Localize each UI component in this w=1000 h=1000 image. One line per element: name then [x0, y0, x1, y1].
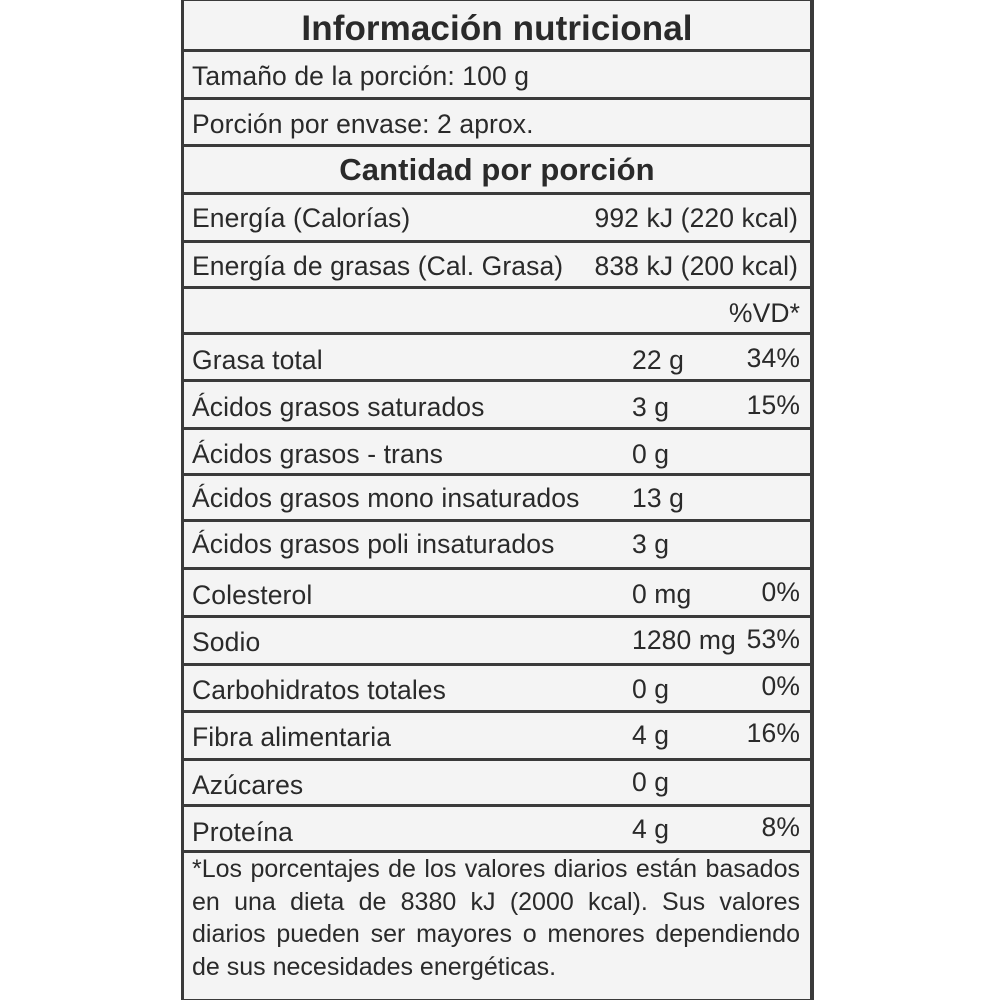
nutrient-row-dietary-fiber	[184, 713, 810, 761]
nutrient-amount: 0 mg	[632, 579, 692, 609]
nutrient-amount: 3 g	[632, 392, 670, 422]
nutrient-row-total-fat	[184, 335, 810, 382]
amount-per-serving-row	[184, 147, 810, 195]
nutrient-name: Colesterol	[192, 580, 313, 610]
nutrient-name: Ácidos grasos - trans	[192, 439, 444, 469]
serving-size: Tamaño de la porción: 100 g	[192, 61, 530, 91]
nutrient-amount: 22 g	[632, 345, 684, 375]
nutrient-dv: 15%	[746, 390, 800, 420]
fat-energy-value: 838 kJ (200 kcal)	[594, 251, 798, 281]
nutrient-name: Grasa total	[192, 345, 323, 375]
label-title: Información nutricional	[301, 9, 693, 48]
nutrient-row-sodium	[184, 618, 810, 666]
nutrient-amount: 0 g	[632, 767, 670, 797]
nutrient-name: Proteína	[192, 817, 293, 847]
nutrient-dv: 0%	[761, 577, 800, 607]
fat-energy-row	[184, 243, 810, 289]
nutrient-amount: 0 g	[632, 674, 670, 704]
serving-size-row	[184, 52, 810, 100]
nutrient-name: Ácidos grasos mono insaturados	[192, 483, 580, 513]
nutrient-row-total-carbohydrates	[184, 666, 810, 713]
amount-per-serving-heading: Cantidad por porción	[339, 152, 655, 187]
servings-per-container-row	[184, 100, 810, 147]
nutrient-name: Azúcares	[192, 770, 304, 800]
fat-energy-label: Energía de grasas (Cal. Grasa)	[192, 251, 564, 281]
energy-label: Energía (Calorías)	[192, 203, 411, 233]
nutrient-row-sugars	[184, 761, 810, 807]
nutrient-row-trans-fat	[184, 430, 810, 476]
dv-header: %VD*	[728, 298, 800, 328]
dv-header-row	[184, 289, 810, 335]
energy-value: 992 kJ (220 kcal)	[594, 203, 798, 233]
nutrient-amount: 3 g	[632, 529, 670, 559]
nutrient-amount: 0 g	[632, 439, 670, 469]
nutrient-row-saturated-fat	[184, 382, 810, 430]
nutrient-amount: 4 g	[632, 814, 670, 844]
nutrient-row-cholesterol	[184, 570, 810, 618]
nutrient-amount: 1280 mg	[632, 625, 736, 655]
nutrient-dv: 0%	[761, 671, 800, 701]
daily-value-footnote: *Los porcentajes de los valores diarios están basados en una dieta de 8380 kJ (2000 kcal). Sus valores diarios pueden ser mayores o menores dependiendo de sus necesidades energéticas.	[192, 855, 800, 981]
nutrient-amount: 13 g	[632, 483, 684, 513]
nutrient-name: Carbohidratos totales	[192, 675, 446, 705]
nutrient-name: Ácidos grasos saturados	[192, 392, 485, 422]
nutrient-name: Sodio	[192, 627, 261, 657]
nutrient-row-protein	[184, 807, 810, 853]
title-row	[184, 1, 810, 52]
nutrition-facts-label	[181, 0, 814, 1000]
nutrient-name: Fibra alimentaria	[192, 722, 392, 752]
nutrient-name: Ácidos grasos poli insaturados	[192, 529, 555, 559]
nutrient-dv: 53%	[746, 624, 800, 654]
servings-per-container: Porción por envase: 2 aprox.	[192, 109, 534, 139]
nutrient-dv: 16%	[746, 718, 800, 748]
nutrient-row-polyunsaturated-fat	[184, 522, 810, 570]
nutrient-dv: 34%	[746, 343, 800, 373]
nutrient-amount: 4 g	[632, 720, 670, 750]
energy-row	[184, 195, 810, 243]
nutrient-row-monounsaturated-fat	[184, 476, 810, 522]
nutrient-dv: 8%	[761, 812, 800, 842]
